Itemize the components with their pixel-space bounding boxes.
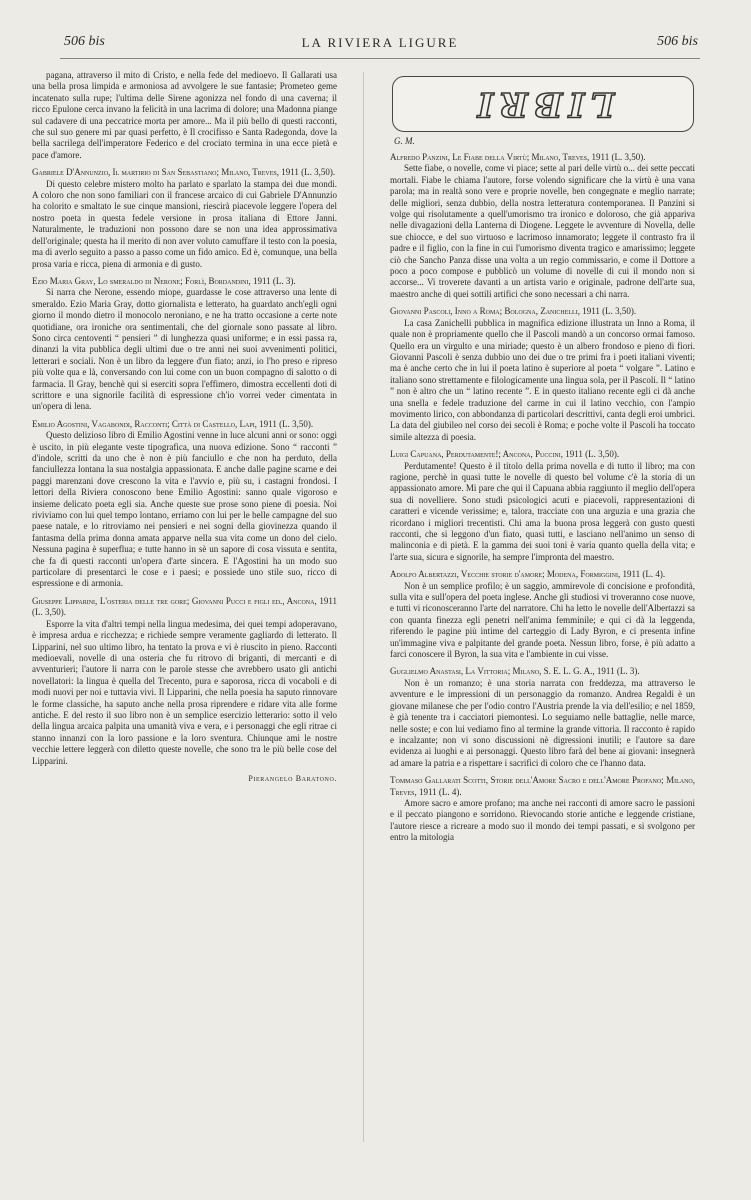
- paragraph: Non è un romanzo; è una storia narrata con freddezza, ma attraverso le avventure e le impressioni di un personaggio da romanzo. Andrea Regaldi è un giovane milanese che per l'odio contro l'Austria prende la via dell'esilio; e nel 1859, è già tenente tra i cacciatori piemontesi. Lo seguiamo nelle battaglie, nelle marce, nelle soste; e con lui vediamo fino al termine la grande vittoria. Il racconto è rapido e incalzante; non vi sono discussioni nè digressioni inutili; e l'autore sa dare evidenza ai luoghi e ai personaggi. Questo libro farà del bene ai giovani: insegnerà ad amare la patria e a rispettare i sacrifici di coloro che ce l'hanno data.: [390, 677, 695, 768]
- paragraph: Perdutamente! Questo è il titolo della prima novella e di tutto il libro; ma con ragione, perchè in quasi tutte le novelle di questo bel volume c'è la storia di un appassionato amore. Mi pare che qui il Capuana abbia raggiunto il meglio dell'opera sua di novelliere. Sono studi psicologici acuti e piacevoli, rappresentazioni di caratteri e vicende verissime; e, talora, tracciate con una arguzia e una grazia che ricordano i migliori trecentisti. Chi ama la buona prosa leggerà con gusto questi racconti, che si leggono d'un fiato, quasi tutti, e lasciano nell'animo un senso di malinconia e di pietà. E la gamma dei suoi toni è varia quanto quella della vita; e l'arte sua, sicura e signorile, ha sempre l'impronta del maestro.: [390, 460, 695, 562]
- paragraph: Non è un semplice profilo; è un saggio, ammirevole di concisione e profondità, sulla vita e sull'opera del poeta inglese. Anche gli studiosi vi troveranno cose nuove, e tutti vi riconosceranno l'arte del narratore. Chi ha letto le novelle dell'Albertazzi sa con quanta finezza egli penetri nell'anima femminile; e qui ci dà la leggenda, riferendo le pagine più intime del carteggio di Lady Byron, e ci presenta infine un'immagine viva e palpitante del grande poeta. Nessun libro, forse, è più adatto a farci conoscere il Byron, la sua vita e l'ambiente in cui visse.: [390, 580, 695, 660]
- book-entry-heading: Tommaso Gallarati Scotti, Storie dell'Amore Sacro e dell'Amore Profano; Milano, Treves, 1911 (L. 4).: [390, 775, 695, 797]
- svg-text:LIBRI: LIBRI: [471, 84, 615, 124]
- book-entry-heading: Alfredo Panzini, Le Fiabe della Virtù; Milano, Treves, 1911 (L. 3,50).: [390, 152, 646, 162]
- paragraph: La casa Zanichelli pubblica in magnifica edizione illustrata un Inno a Roma, il quale non è propriamente quello che il Pascoli mandò a un concorso ormai famoso. Quello era un virgulto e una miriade; questo è un albero frondoso e pieno di fiori. Giovanni Pascoli è senza dubbio uno dei due o tre primi fra i poeti italiani viventi; ma è anche certo che in lui il poeta latino è superiore al poeta “ volgare ”. Latino e italiano sono strettamente e filologicamente una lingua sola, per il Pascoli. Il “ latino ” non è altro che un “ latino recente ”. E in questo italiano recente egli ci dà anche una snella e fedele traduzione del carme in cui il latino vecchio, con l'ampio movimento lirico, con abbondanza di particolari descrittivi, canta degli eroi umbrici. La data del giubileo nel corso dei secoli è Roma; e poche volte il Pascoli ha toccato simile altezza di poesia.: [390, 317, 695, 442]
- running-header: [60, 28, 700, 59]
- column-divider: [363, 72, 364, 1142]
- book-entry-heading: Emilio Agostini, Vagabondi, Racconti; Città di Castello, Lapi, 1911 (L. 3,50).: [32, 418, 314, 429]
- book-entry-heading: Luigi Capuana, Perdutamente!; Ancona, Puccini, 1911 (L. 3,50).: [390, 449, 620, 460]
- author-signature: Pierangelo Baratono.: [248, 773, 337, 783]
- book-entry-heading: Guglielmo Anastasi, La Vittoria; Milano, S. E. L. G. A., 1911 (L. 3).: [390, 666, 640, 677]
- libri-logo-lettering: [403, 82, 683, 126]
- paragraph: pagana, attraverso il mito di Cristo, e nella fede del medioevo. Il Gallarati usa una bella prosa limpida e armoniosa ad avvolgere le sue fantasie; Prometeo geme incatenato sulla rupe; l'ultima delle Sirene agonizza nel fondo di una caverna; il ricco Epulone cerca invano la felicità in una lacrima di dolore; una Madonna piange sul cadavere di una peccatrice morta per amore... Ma il più bello di questi racconti, che sul suo genere mi par quasi perfetto, è Il crocifisso e Santa Radegonda, dove la bella sacrilega dell'imperatore Federico e del crociato termina in una ecce pietà e pace d'amore.: [32, 70, 337, 160]
- paragraph: Si narra che Nerone, essendo miope, guardasse le cose attraverso una lente di smeraldo. Ezio Maria Gray, dotto giornalista e letterato, ha guardato anch'egli ogni giorno il mondo dietro il monocolo neroniano, e ne ha tratto occasione a certe note quotidiane, ora ironiche ora sentimentali, che del giornale sono passate al libro. Sono circa centoventi “ pensieri ” di lunghezza quasi uniforme; e in essi passa ra, dinanzi la vita pubblica degli ultimi due o tre anni nei suoi avvenimenti politici, letterari e sociali. Non è un libro da leggere d'un fiato; anzi, io l'ho preso e ripreso più volte qua e là, conversando con lui come con un buon compagno di salotto o di farmacia. Il Gray, benchè qui si eserciti sopra l'effimero, dimostra eccellenti doti di scrittore e una signorile facilità di espressione ch'io vorrei veder cimentata in un'opera di lena.: [32, 287, 337, 412]
- paragraph: Amore sacro e amore profano; ma anche nei racconti di amore sacro le passioni e il peccato piangono e sorridono. Rievocando storie antiche e leggende cristiane, l'autore riesce a ricreare a modo suo il mondo dei tempi passati, e si svolgono per entro la mitologia: [390, 797, 695, 843]
- journal-title: LA RIVIERA LIGURE: [301, 35, 459, 50]
- right-column: [390, 70, 695, 1150]
- book-entry-heading: Giovanni Pascoli, Inno a Roma; Bologna, Zanichelli, 1911 (L. 3,50).: [390, 306, 637, 317]
- logo-signature: G. M.: [394, 136, 415, 146]
- libri-logo-icon: [392, 76, 694, 132]
- book-entry-heading: Adolfo Albertazzi, Vecchie storie d'amore; Modena, Formiggini, 1911 (L. 4).: [390, 569, 666, 580]
- book-entry-heading: Gabriele D'Annunzio, Il martirio di San Sebastiano; Milano, Treves, 1911 (L. 3,50).: [32, 167, 336, 178]
- paragraph: Di questo celebre mistero molto ha parlato e sparlato la stampa dei due mondi. A coloro che non sono familiari con il francese arcaico di cui Gabriele D'Annunzio ha colorito e smaltato le sue cinque mansioni, riescirà piacevole leggere l'opera del nostro poeta in questa fedele versione in prosa italiana di Ettore Janni. Naturalmente, le traduzioni non possono dare se non una idea approssimativa dell'originale; questa ha il merito di non aver voluto camuffare il testo con la poesia, ma di averlo seguito a passo a passo come un fido amico. Ed è, comunque, una bella prosa varia e ricca, piena di armonia e di gusto.: [32, 178, 337, 269]
- page-number-left: 506 bis: [64, 34, 105, 49]
- paragraph: Questo delizioso libro di Emilio Agostini venne in luce alcuni anni or sono: oggi è uscito, in più elegante veste tipografica, una nuova edizione. Sono “ racconti ” d'indole, scritti da uno che è non è più fanciullo e che non ha perduto, della fanciullezza lontana la sua nostalgia appassionata. E anche dalle pagine scarne e dei paggi marenzani dove crescono la vita e l'avvio e, più su, i castagni frondosi. I lettori della Riviera conoscono bene Emilio Agostini: sanno quale vigoroso e insieme delicato poeta egli sia. Anche queste sue prose sono piene di poesia. Noi riviviamo con lui quel tempo lontano, erriamo con lui per le belle campagne del suo paese natale, e lo ritroviamo nei pensieri e nei sogni della giovinezza quando il fantasma della prima donna amata apparve nella sua vita come un dono del cielo. Nessuna pagina è superflua; e tutte hanno in sè un sapore di cosa vissuta e sentita, che fa di questi racconti un'opera d'arte sincera. E l'Agostini ha un modo suo particolare di presentarci le cose e i paesi; e possiede uno stile suo, ricco di espressione e di armonia.: [32, 430, 337, 589]
- paragraph: Sette fiabe, o novelle, come vi piace; sette al pari delle virtù o... dei sette peccati mortali. Fiabe le chiama l'autore, forse volendo significare che la virtù è una vana parola; ma in realtà sono vere e proprie novelle, ben congegnate e meglio narrate; delle migliori, senza dubbio, della nostra letteratura contemporanea. Il Panzini si volge qui risolutamente a quell'umorismo tra ironico e doloroso, che già appariva nelle divagazioni della Lanterna di Diogene. Leggete le avventure di Novella, delle sue chiocce, e del suo virtuoso e lacrimoso innamorato; leggete il contrasto fra il padre e il figlio, con la fine in cui l'umorismo diventa tragico e amarissimo; leggete ciò che Sancho Panza disse una volta a un regio commissario, e come il Dottore a poco a poco compose e pubblicò un volume di novelle di cui il mondo non si accorse... Vi troverete davanti a un artista vario e originale, padrone dell'arte sua, maestro anche di quei sottili artifici che sono necessari a chi narra.: [390, 163, 695, 299]
- page-number-right: 506 bis: [657, 34, 698, 49]
- paragraph: Esporre la vita d'altri tempi nella lingua medesima, dei quei tempi adoperavano, è impresa ardua e ricchezza; e richiede sempre veramente gagliardo di letterato. Il Lipparini, nel suo ultimo libro, ha tentato la prova e vi è riuscito in pieno. Racconti medioevali, novelle di una osteria che fu ritrovo di briganti, di mercanti e di avventurieri; l'autore li narra con le parole stesse che avrebbero usato gli antichi novellatori: la lingua è quella del Trecento, pura e saporosa, ricca di vocaboli e di modi nuovi per noi e tuttavia vivi. Il Lipparini, che nella poesia ha saputo rinnovare le forme classiche, ha saputo anche nella prosa riprendere e ridare vita alle forme antiche. E del resto il suo libro non è un semplice esercizio letterario: sotto il velo della lingua arcaica palpita una umanità viva e vera, e i personaggi che egli ritrae ci stanno innanzi con la loro passione e la loro sventura. Chiunque ami le nostre vecchie lettere leggerà con diletto queste novelle, che sono tra le più belle cose del Lipparini.: [32, 618, 337, 766]
- book-entry-heading: Ezio Maria Gray, Lo smeraldo di Nerone; Forlì, Bordandini, 1911 (L. 3).: [32, 275, 296, 286]
- left-column: [32, 70, 337, 1150]
- book-entry-heading: Giuseppe Lipparini, L'osteria delle tre gore; Giovanni Pucci e figli ed., Ancona, 1911 (L. 3,50).: [32, 595, 337, 618]
